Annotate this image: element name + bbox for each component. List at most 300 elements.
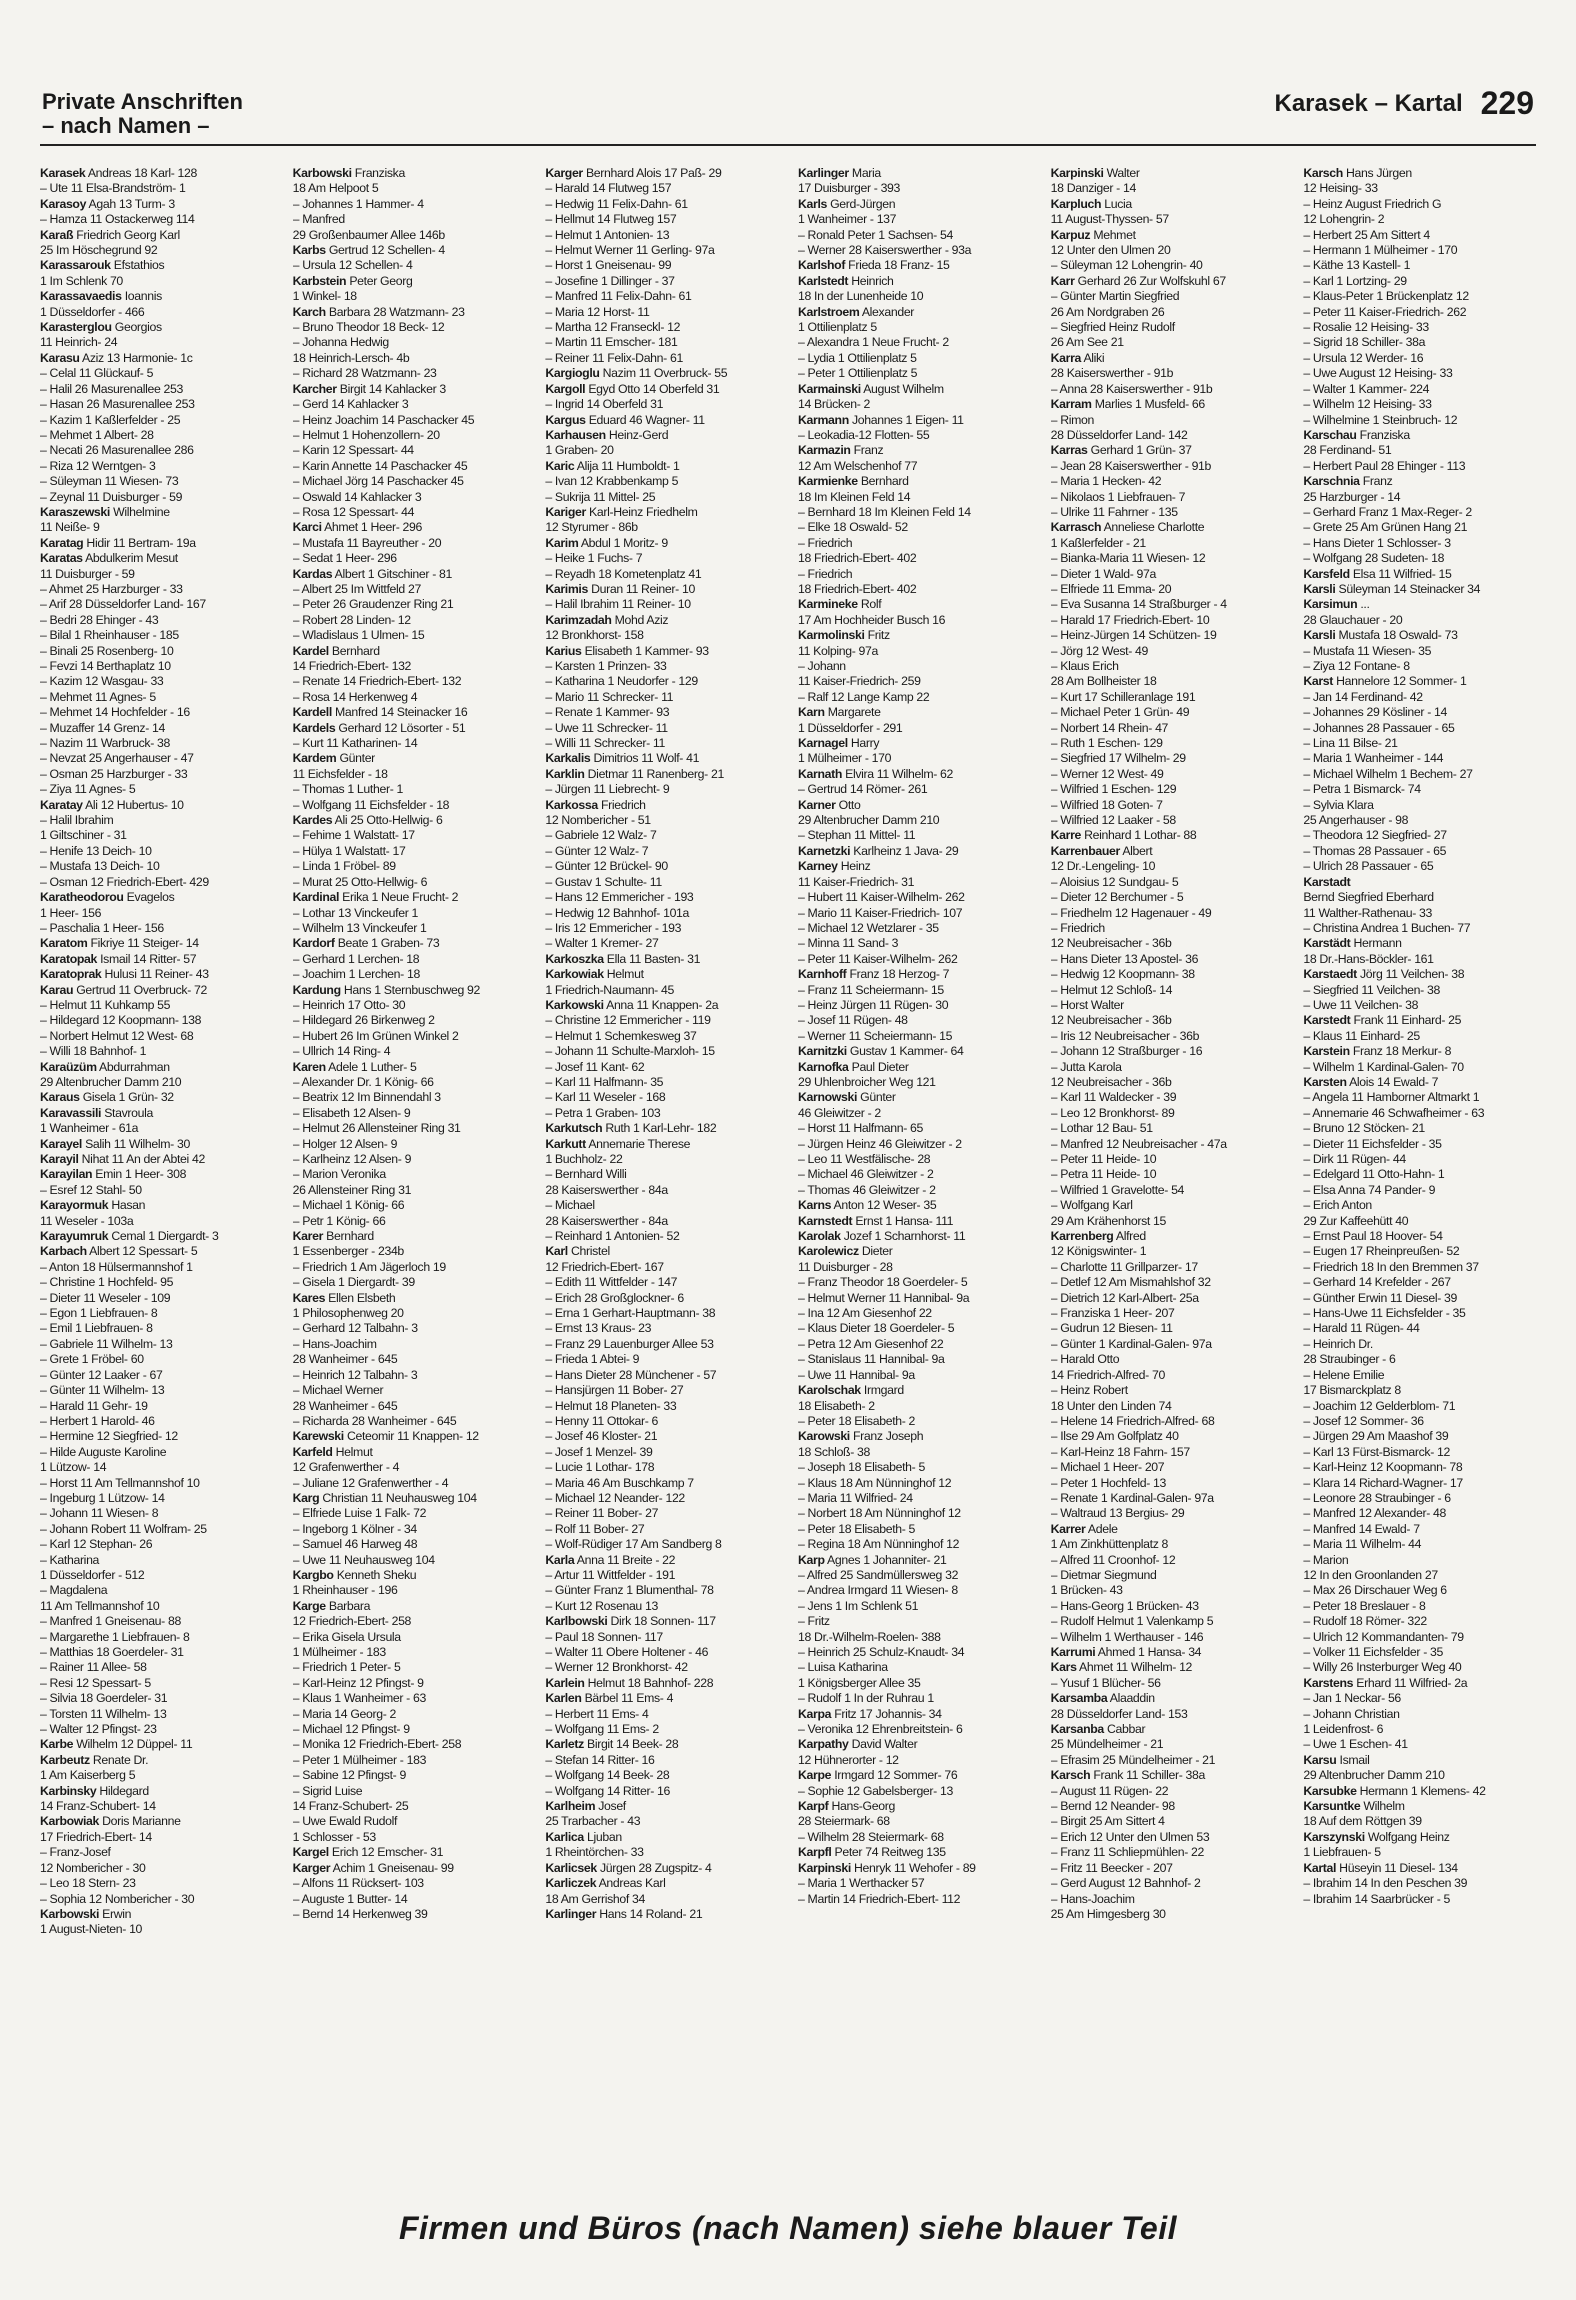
entry-text: – Yusuf 1 Blücher- 56 — [1050, 1675, 1161, 1690]
list-item — [798, 1368, 1035, 1383]
entry-text: – Christine 1 Hochfeld- 95 — [40, 1275, 174, 1290]
list-item — [545, 1321, 782, 1336]
entry-text: Wilhelm 12 Düppel- 11 — [76, 1737, 193, 1752]
list-item — [293, 613, 530, 628]
list-item — [40, 906, 277, 921]
list-item — [40, 1830, 277, 1845]
entry-text: Hüseyin 11 Diesel- 134 — [1339, 1860, 1458, 1875]
list-item — [1303, 844, 1540, 859]
list-item — [40, 921, 277, 936]
entry-text: – Günter 12 Walz- 7 — [545, 843, 649, 858]
list-item — [545, 1614, 782, 1629]
surname: Karklin — [545, 766, 585, 781]
list-item — [40, 197, 277, 212]
entry-text: – Mehmet 11 Agnes- 5 — [40, 689, 156, 704]
list-item — [293, 1244, 530, 1259]
list-item — [798, 1676, 1035, 1691]
entry-text: – Nevzat 25 Angerhauser - 47 — [40, 751, 194, 766]
entry-text: – Fritz 11 Beecker - 207 — [1050, 1860, 1173, 1875]
entry-text: – Michael 1 König- 66 — [292, 1198, 405, 1213]
entry-text: Mehmet — [1093, 227, 1136, 242]
entry-text: Fikriye 11 Steiger- 14 — [90, 936, 199, 951]
list-item — [1051, 736, 1288, 751]
entry-text: Josef — [598, 1799, 626, 1814]
entry-text: Hans 1 Sternbuschweg 92 — [343, 982, 481, 997]
list-item — [798, 1445, 1035, 1460]
entry-text: – Stanislaus 11 Hannibal- 9a — [798, 1352, 945, 1367]
list-item — [293, 1845, 530, 1860]
entry-text: Stavroula — [104, 1105, 153, 1120]
entry-text: Kenneth Sheku — [336, 1567, 417, 1582]
entry-text: – Jan 1 Neckar- 56 — [1303, 1691, 1401, 1706]
surname: Karstedt — [1303, 1013, 1351, 1028]
list-item — [798, 705, 1035, 720]
entry-text: Helmut — [606, 967, 644, 982]
entry-text: – Ina 12 Am Giesenhof 22 — [798, 1306, 932, 1321]
list-item — [545, 1522, 782, 1537]
list-item — [545, 1137, 782, 1152]
list-item — [545, 890, 782, 905]
entry-text: Birgit 14 Beek- 28 — [586, 1737, 679, 1752]
list-item — [1051, 674, 1288, 689]
entry-text: – Michael 12 Wetzlarer - 35 — [798, 920, 939, 935]
surname: Karolewicz — [798, 1244, 859, 1259]
list-item — [40, 1583, 277, 1598]
list-item — [293, 1229, 530, 1244]
surname: Karrumi — [1050, 1645, 1096, 1659]
entry-text: Anna 11 Breite - 22 — [576, 1552, 676, 1567]
list-item — [798, 967, 1035, 982]
list-item — [545, 397, 782, 412]
entry-text: – Gerd August 12 Bahnhof- 2 — [1050, 1876, 1201, 1891]
entry-text: – Fritz — [798, 1614, 830, 1629]
entry-text: 25 Trarbacher - 43 — [545, 1814, 641, 1829]
list-item — [1303, 428, 1540, 443]
list-item — [545, 1121, 782, 1136]
surname: Karney — [798, 859, 838, 874]
entry-text: – Gustav 1 Schulte- 11 — [545, 874, 662, 889]
list-item — [40, 459, 277, 474]
surname: Karbe — [40, 1737, 74, 1752]
surname: Kardorf — [292, 936, 335, 951]
surname: Karstein — [1303, 1044, 1350, 1059]
entry-text: – Elfriede Luise 1 Falk- 72 — [292, 1506, 427, 1521]
entry-text: Gerhard 1 Grün- 37 — [1090, 443, 1192, 458]
list-item — [293, 1198, 530, 1213]
list-item — [545, 459, 782, 474]
entry-text: 14 Friedrich-Ebert- 132 — [292, 659, 412, 673]
entry-text: Ismail 14 Ritter- 57 — [100, 951, 197, 966]
entry-text: Ali 12 Hubertus- 10 — [85, 797, 184, 812]
entry-text: 1 Lützow- 14 — [40, 1460, 107, 1475]
list-item — [293, 1137, 530, 1152]
list-item — [1303, 1013, 1540, 1028]
entry-text: 12 Grafenwerther - 4 — [292, 1460, 400, 1475]
entry-text: – Johannes 1 Hammer- 4 — [292, 196, 424, 211]
surname: Karram — [1050, 397, 1092, 412]
entry-text: – Siegfried 17 Wilhelm- 29 — [1050, 751, 1186, 766]
surname: Karlen — [545, 1691, 582, 1706]
list-item — [798, 1229, 1035, 1244]
list-item — [545, 813, 782, 828]
surname: Karsimun — [1303, 597, 1358, 612]
list-item — [293, 936, 530, 951]
entry-text: Harry — [850, 736, 880, 751]
entry-text: – Rimon — [1050, 412, 1094, 427]
entry-text: 29 Uhlenbroicher Weg 121 — [798, 1074, 936, 1089]
entry-text: Heinrich — [851, 273, 894, 288]
list-item — [545, 705, 782, 720]
list-item — [798, 782, 1035, 797]
list-item — [293, 1029, 530, 1044]
surname: Karger — [545, 166, 583, 180]
surname: Karnetzki — [798, 843, 851, 858]
list-item — [798, 1013, 1035, 1028]
list-item — [798, 1645, 1035, 1660]
entry-text: – Renate 14 Friedrich-Ebert- 132 — [292, 674, 462, 689]
list-item — [293, 505, 530, 520]
entry-text: – Wilhelm 12 Heising- 33 — [1303, 397, 1432, 412]
list-item — [1051, 520, 1288, 535]
entry-text: – Reiner 11 Felix-Dahn- 61 — [545, 350, 683, 365]
entry-text: – Alfred 11 Croonhof- 12 — [1050, 1552, 1176, 1567]
list-item — [1051, 197, 1288, 212]
list-item — [545, 366, 782, 381]
list-item — [1051, 798, 1288, 813]
list-item — [798, 320, 1035, 335]
entry-text: 29 Zur Kaffeehütt 40 — [1303, 1213, 1409, 1228]
entry-text: – Helmut 1 Antonien- 13 — [545, 227, 670, 242]
list-item — [798, 1414, 1035, 1429]
entry-text: 1 August-Nieten- 10 — [40, 1922, 143, 1937]
list-item — [1051, 1907, 1288, 1922]
list-item — [1051, 382, 1288, 397]
entry-text: Christel — [570, 1244, 610, 1259]
entry-text: – Rudolf 18 Römer- 322 — [1303, 1614, 1427, 1629]
list-item — [40, 1892, 277, 1907]
list-item — [1303, 1599, 1540, 1614]
list-item — [545, 1491, 782, 1506]
entry-text: 12 Nombericher - 51 — [545, 813, 651, 828]
list-item — [1051, 274, 1288, 289]
list-item — [545, 474, 782, 489]
entry-text: Ernst 1 Hansa- 111 — [855, 1213, 954, 1228]
list-item — [40, 1476, 277, 1491]
entry-text: – Klaus Dieter 18 Goerdeler- 5 — [798, 1321, 955, 1336]
list-item — [40, 428, 277, 443]
entry-text: – Maria 1 Hecken- 42 — [1050, 474, 1162, 489]
entry-text: Gustav 1 Kammer- 64 — [849, 1044, 964, 1059]
surname: Karsli — [1303, 628, 1336, 643]
entry-text: – Peter 11 Heide- 10 — [1050, 1152, 1157, 1166]
list-item — [545, 613, 782, 628]
list-item — [1303, 505, 1540, 520]
surname: Karayumruk — [40, 1229, 109, 1244]
list-item — [545, 1476, 782, 1491]
list-item — [798, 1660, 1035, 1675]
entry-text: Bernhard — [331, 643, 380, 658]
surname: Karsubke — [1303, 1783, 1357, 1798]
list-item — [293, 228, 530, 243]
list-item — [1051, 1491, 1288, 1506]
list-item — [40, 305, 277, 320]
entry-text: 12 In den Groonlanden 27 — [1303, 1567, 1438, 1582]
list-item — [1051, 1275, 1288, 1290]
list-item — [40, 597, 277, 612]
entry-text: Franz Joseph — [852, 1429, 924, 1444]
entry-text: – Günther Erwin 11 Diesel- 39 — [1303, 1290, 1457, 1305]
list-item — [1051, 397, 1288, 412]
surname: Karayel — [40, 1136, 82, 1151]
list-item — [798, 1152, 1035, 1167]
entry-text: 1 Königsberger Allee 35 — [798, 1675, 921, 1690]
list-item — [545, 166, 782, 181]
list-item — [1303, 1429, 1540, 1444]
list-item — [798, 1537, 1035, 1552]
list-item — [545, 1583, 782, 1598]
list-item — [293, 1830, 530, 1845]
list-item — [1051, 335, 1288, 350]
surname: Karbowski — [292, 166, 352, 180]
surname: Karim — [545, 535, 579, 550]
list-item — [798, 1522, 1035, 1537]
surname: Karkowski — [545, 997, 604, 1012]
entry-text: – Osman 12 Friedrich-Ebert- 429 — [40, 874, 209, 889]
surname: Karatopak — [40, 951, 97, 966]
entry-text: 18 Heinrich-Lersch- 4b — [292, 350, 410, 365]
list-item — [545, 1892, 782, 1907]
entry-text: – Willi 18 Bahnhof- 1 — [40, 1044, 147, 1059]
list-item — [293, 1090, 530, 1105]
entry-text: Wilhelm — [1363, 1799, 1405, 1814]
entry-text: Ahmet 1 Heer- 296 — [324, 520, 423, 535]
list-item — [545, 967, 782, 982]
entry-text: – Heinz-Jürgen 14 Schützen- 19 — [1050, 628, 1217, 643]
surname: Karbeutz — [40, 1752, 90, 1767]
list-item — [1303, 397, 1540, 412]
entry-text: – Lina 11 Bilse- 21 — [1303, 736, 1398, 751]
entry-text: – Herbert Paul 28 Ehinger - 113 — [1303, 458, 1466, 473]
list-item — [545, 1768, 782, 1783]
entry-text: – Karin 12 Spessart- 44 — [292, 443, 414, 458]
surname: Karimis — [545, 581, 588, 596]
entry-text: Elsa 11 Wilfried- 15 — [1352, 566, 1452, 581]
entry-text: Dieter — [861, 1244, 893, 1259]
list-item — [1303, 1583, 1540, 1598]
entry-text: – Peter 1 Mülheimer - 183 — [292, 1752, 427, 1767]
list-item — [1303, 1814, 1540, 1829]
list-item — [1303, 1660, 1540, 1675]
surname: Karstaedt — [1303, 967, 1357, 982]
list-item — [1051, 828, 1288, 843]
list-item — [1303, 1784, 1540, 1799]
entry-text: – Fevzi 14 Berthaplatz 10 — [40, 659, 171, 673]
entry-text: Ruth 1 Karl-Lehr- 182 — [605, 1121, 717, 1136]
entry-text: – Gerd 14 Kahlacker 3 — [292, 397, 409, 412]
list-item — [1303, 1491, 1540, 1506]
entry-text: 29 Am Krähenhorst 15 — [1050, 1213, 1167, 1228]
list-item — [798, 875, 1035, 890]
entry-text: Aliki — [1083, 350, 1105, 365]
entry-text: – Horst Walter — [1050, 997, 1124, 1012]
list-item — [1051, 1599, 1288, 1614]
entry-text: – Norbert 18 Am Nünninghof 12 — [798, 1506, 961, 1521]
entry-text: – Josef 11 Kant- 62 — [545, 1059, 645, 1074]
entry-text: – Günter 1 Kardinal-Galen- 97a — [1050, 1336, 1212, 1351]
list-item — [293, 212, 530, 227]
list-item — [1303, 1321, 1540, 1336]
list-item — [545, 1645, 782, 1660]
list-item — [1303, 1383, 1540, 1398]
entry-text: Karl-Heinz Friedhelm — [589, 504, 698, 519]
entry-text: – Johann Robert 11 Wolfram- 25 — [40, 1521, 207, 1536]
entry-text: – Maria 11 Wilhelm- 44 — [1303, 1537, 1422, 1552]
entry-text: – Wilfried 1 Eschen- 129 — [1050, 782, 1177, 797]
list-item — [293, 1722, 530, 1737]
list-item — [798, 1814, 1035, 1829]
list-item — [293, 366, 530, 381]
entry-text: – Christina Andrea 1 Buchen- 77 — [1303, 920, 1471, 935]
entry-text: – Erich 28 Großglockner- 6 — [545, 1290, 684, 1305]
entry-text: – Celal 11 Glückauf- 5 — [40, 366, 154, 381]
entry-text: – Hans Dieter 13 Apostel- 36 — [1050, 951, 1199, 966]
entry-text: 1 Graben- 20 — [545, 443, 614, 458]
surname: Karatas — [40, 551, 83, 566]
entry-text: – Karl 11 Waldecker - 39 — [1050, 1090, 1177, 1105]
entry-text: – Peter 1 Hochfeld- 13 — [1050, 1475, 1166, 1490]
list-item — [40, 1614, 277, 1629]
list-item — [293, 813, 530, 828]
surname: Karstadt — [1303, 874, 1351, 889]
list-item — [1303, 1090, 1540, 1105]
surname: Karre — [1050, 828, 1082, 843]
list-item — [798, 1291, 1035, 1306]
entry-text: – Martin 11 Emscher- 181 — [545, 335, 678, 350]
list-item — [293, 1553, 530, 1568]
entry-text: 17 Friedrich-Ebert- 14 — [40, 1829, 152, 1844]
entry-text: 25 Am Himgesberg 30 — [1050, 1906, 1166, 1921]
list-item — [798, 751, 1035, 766]
list-item — [293, 690, 530, 705]
list-item — [798, 674, 1035, 689]
surname: Karnhoff — [798, 967, 847, 982]
entry-text: 11 Weseler - 103a — [40, 1213, 134, 1228]
list-item — [40, 1399, 277, 1414]
entry-text: – Ulrich 28 Passauer - 65 — [1303, 859, 1434, 874]
surname: Kartal — [1303, 1860, 1337, 1875]
entry-text: 11 Heinrich- 24 — [40, 335, 118, 350]
entry-text: – Beatrix 12 Im Binnendahl 3 — [292, 1090, 441, 1105]
entry-text: – Nazim 11 Warbruck- 38 — [40, 736, 170, 751]
list-item — [40, 1275, 277, 1290]
entry-text: – Necati 26 Masurenallee 286 — [40, 443, 194, 458]
surname: Karkalis — [545, 751, 591, 766]
list-item — [293, 1013, 530, 1028]
entry-text: – Karl 11 Weseler - 168 — [545, 1090, 666, 1105]
entry-text: – Muzaffer 14 Grenz- 14 — [40, 720, 166, 735]
entry-text: – Klaus Erich — [1050, 659, 1119, 673]
entry-text: – Ullrich 14 Ring- 4 — [292, 1044, 391, 1059]
list-item — [798, 628, 1035, 643]
surname: Karkutsch — [545, 1121, 603, 1136]
list-item — [1303, 181, 1540, 196]
entry-text: Anneliese Charlotte — [1103, 520, 1205, 535]
entry-text: – Helmut 1 Hohenzollern- 20 — [292, 427, 440, 442]
entry-text: 18 In der Lunenheide 10 — [798, 289, 924, 304]
list-item — [545, 1737, 782, 1752]
entry-text: – Johannes 28 Passauer - 65 — [1303, 720, 1455, 735]
entry-text: Franz — [853, 443, 884, 458]
entry-text: – Ulrich 12 Kommandanten- 79 — [1303, 1629, 1464, 1644]
entry-text: – Günter 12 Laaker - 67 — [40, 1367, 163, 1382]
entry-text: – Werner 28 Kaiserswerther - 93a — [798, 243, 972, 258]
entry-text: – Halil Ibrahim 11 Reiner- 10 — [545, 597, 691, 612]
surname: Kardes — [292, 813, 333, 828]
entry-text: – Andrea Irmgard 11 Wiesen- 8 — [798, 1583, 958, 1598]
list-item — [1051, 1368, 1288, 1383]
entry-text: – Harald 14 Flutweg 157 — [545, 181, 672, 196]
list-item — [545, 1198, 782, 1213]
list-item — [1303, 736, 1540, 751]
section-heading — [42, 90, 243, 138]
entry-text: – Horst 1 Gneisenau- 99 — [545, 258, 672, 273]
list-item — [40, 1445, 277, 1460]
entry-text: – Süleyman 12 Lohengrin- 40 — [1050, 258, 1203, 273]
entry-text: 18 Auf dem Röttgen 39 — [1303, 1814, 1422, 1829]
entry-text: – Wolf-Rüdiger 17 Am Sandberg 8 — [545, 1537, 722, 1552]
list-item — [40, 1522, 277, 1537]
list-item — [1303, 890, 1540, 905]
entry-text: – Kazim 1 Kaßlerfelder - 25 — [40, 412, 181, 427]
entry-text: 28 Am Bollheister 18 — [1050, 674, 1157, 689]
entry-text: 11 Duisburger - 28 — [798, 1259, 893, 1274]
entry-text: – Jutta Karola — [1050, 1059, 1122, 1074]
list-item — [1051, 1645, 1288, 1660]
list-item — [293, 597, 530, 612]
entry-text: – Karl 1 Lortzing- 29 — [1303, 273, 1407, 288]
surname: Karrasch — [1050, 520, 1102, 535]
list-item — [1303, 1152, 1540, 1167]
list-item — [798, 1106, 1035, 1121]
list-item — [1051, 243, 1288, 258]
list-item — [40, 289, 277, 304]
surname: Kargioglu — [545, 366, 600, 381]
list-item — [293, 536, 530, 551]
list-item — [545, 828, 782, 843]
entry-text: – Mehmet 1 Albert- 28 — [40, 427, 154, 442]
list-item — [1051, 721, 1288, 736]
list-item — [1303, 1522, 1540, 1537]
entry-text: 18 Friedrich-Ebert- 402 — [798, 551, 917, 566]
surname: Kardel — [292, 643, 329, 658]
entry-text: Hans 14 Roland- 21 — [599, 1906, 703, 1921]
list-item — [40, 1090, 277, 1105]
list-item — [1051, 659, 1288, 674]
entry-text: Ismail — [1339, 1752, 1370, 1767]
surname: Karaszewski — [40, 504, 110, 519]
entry-text: – Rosa 14 Herkenweg 4 — [292, 689, 418, 704]
surname: Karp — [798, 1552, 825, 1567]
list-item — [1303, 1553, 1540, 1568]
list-item — [1051, 967, 1288, 982]
surname: Karsch — [1050, 1768, 1091, 1783]
entry-text: Adele — [1087, 1521, 1118, 1536]
surname: Karch — [292, 304, 326, 319]
list-item — [798, 1722, 1035, 1737]
entry-text: – Marion Veronika — [292, 1167, 386, 1182]
list-item — [545, 798, 782, 813]
list-item — [40, 1660, 277, 1675]
